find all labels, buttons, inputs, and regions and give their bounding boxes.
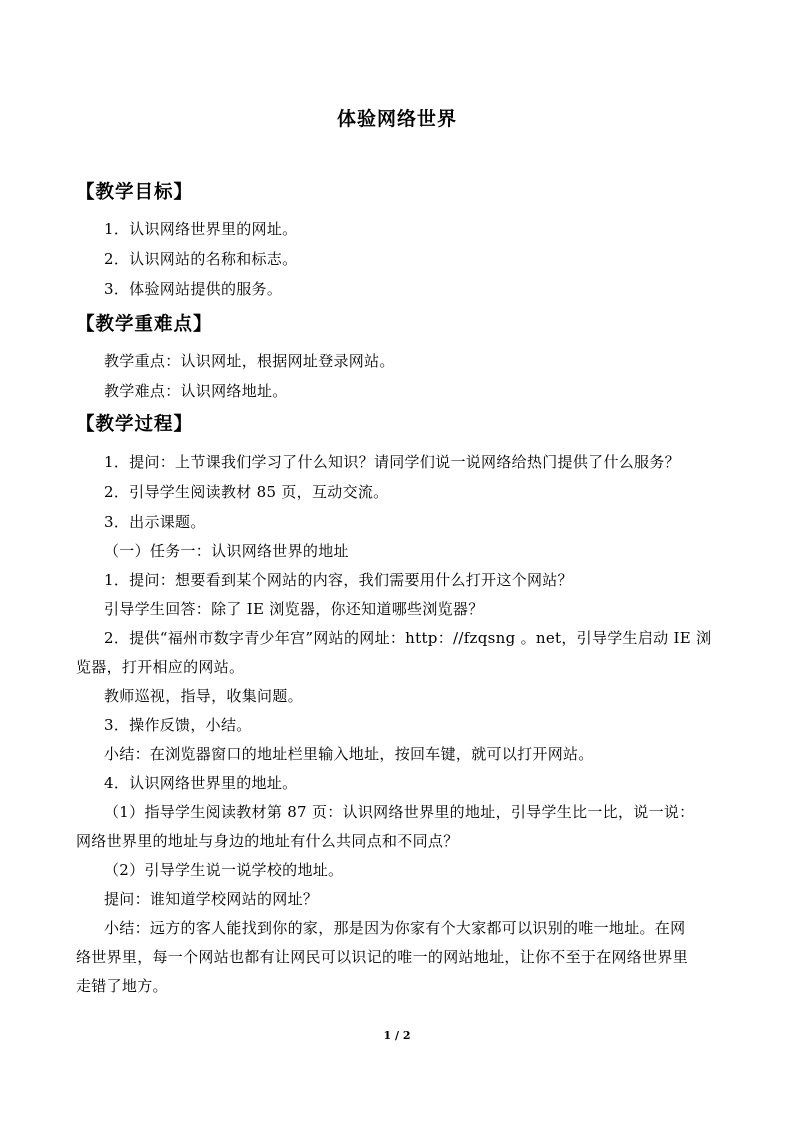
- process-line: （1）指导学生阅读教材第 87 页：认识网络世界里的地址，引导学生比一比，说一说：: [104, 803, 695, 821]
- process-line: 2．提供“福州市数字青少年宫”网站的网址：http：//fzqsng 。net，引导学生启动 IE 浏: [104, 629, 712, 647]
- process-line: （一）任务一：认识网络世界的地址: [104, 542, 349, 560]
- process-line: 走错了地方。: [76, 977, 168, 995]
- section-heading-goals: 【教学目标】: [76, 182, 194, 203]
- process-line: （2）引导学生说一说学校的地址。: [104, 861, 344, 879]
- process-line: 网络世界里的地址与身边的地址有什么共同点和不同点？: [76, 832, 459, 850]
- process-line: 2．引导学生阅读教材 85 页，互动交流。: [104, 483, 389, 501]
- process-line: 览器，打开相应的网站。: [76, 658, 245, 676]
- key-point-item: 教学难点：认识网络地址。: [104, 382, 288, 400]
- process-line: 络世界里，每一个网站也都有让网民可以识记的唯一的网站地址，让你不至于在网络世界里: [76, 948, 689, 966]
- process-line: 1．提问：上节课我们学习了什么知识？请同学们说一说网络给热门提供了什么服务？: [104, 453, 680, 471]
- process-line: 引导学生回答：除了 IE 浏览器，你还知道哪些浏览器？: [104, 600, 484, 618]
- process-line: 教师巡视，指导，收集问题。: [104, 687, 303, 705]
- process-line: 3．出示课题。: [104, 513, 206, 531]
- process-line: 1．提问：想要看到某个网站的内容，我们需要用什么打开这个网站？: [104, 571, 573, 589]
- goal-item: 2．认识网站的名称和标志。: [104, 250, 298, 268]
- process-line: 小结：在浏览器窗口的地址栏里输入地址，按回车键，就可以打开网站。: [104, 745, 594, 763]
- page-number: 1 / 2: [383, 1029, 411, 1042]
- goal-item: 1．认识网络世界里的网址。: [104, 220, 298, 238]
- section-heading-process: 【教学过程】: [76, 414, 194, 435]
- goal-item: 3．体验网站提供的服务。: [104, 280, 283, 298]
- document-title: 体验网络世界: [336, 108, 457, 130]
- section-heading-key-points: 【教学重难点】: [76, 314, 213, 335]
- key-point-item: 教学重点：认识网址，根据网址登录网站。: [104, 352, 395, 370]
- process-line: 4．认识网络世界里的地址。: [104, 774, 298, 792]
- process-line: 小结：远方的客人能找到你的家，那是因为你家有个大家都可以识别的唯一地址。在网: [104, 919, 686, 937]
- process-line: 提问：谁知道学校网站的网址？: [104, 890, 319, 908]
- process-line: 3．操作反馈，小结。: [104, 716, 252, 734]
